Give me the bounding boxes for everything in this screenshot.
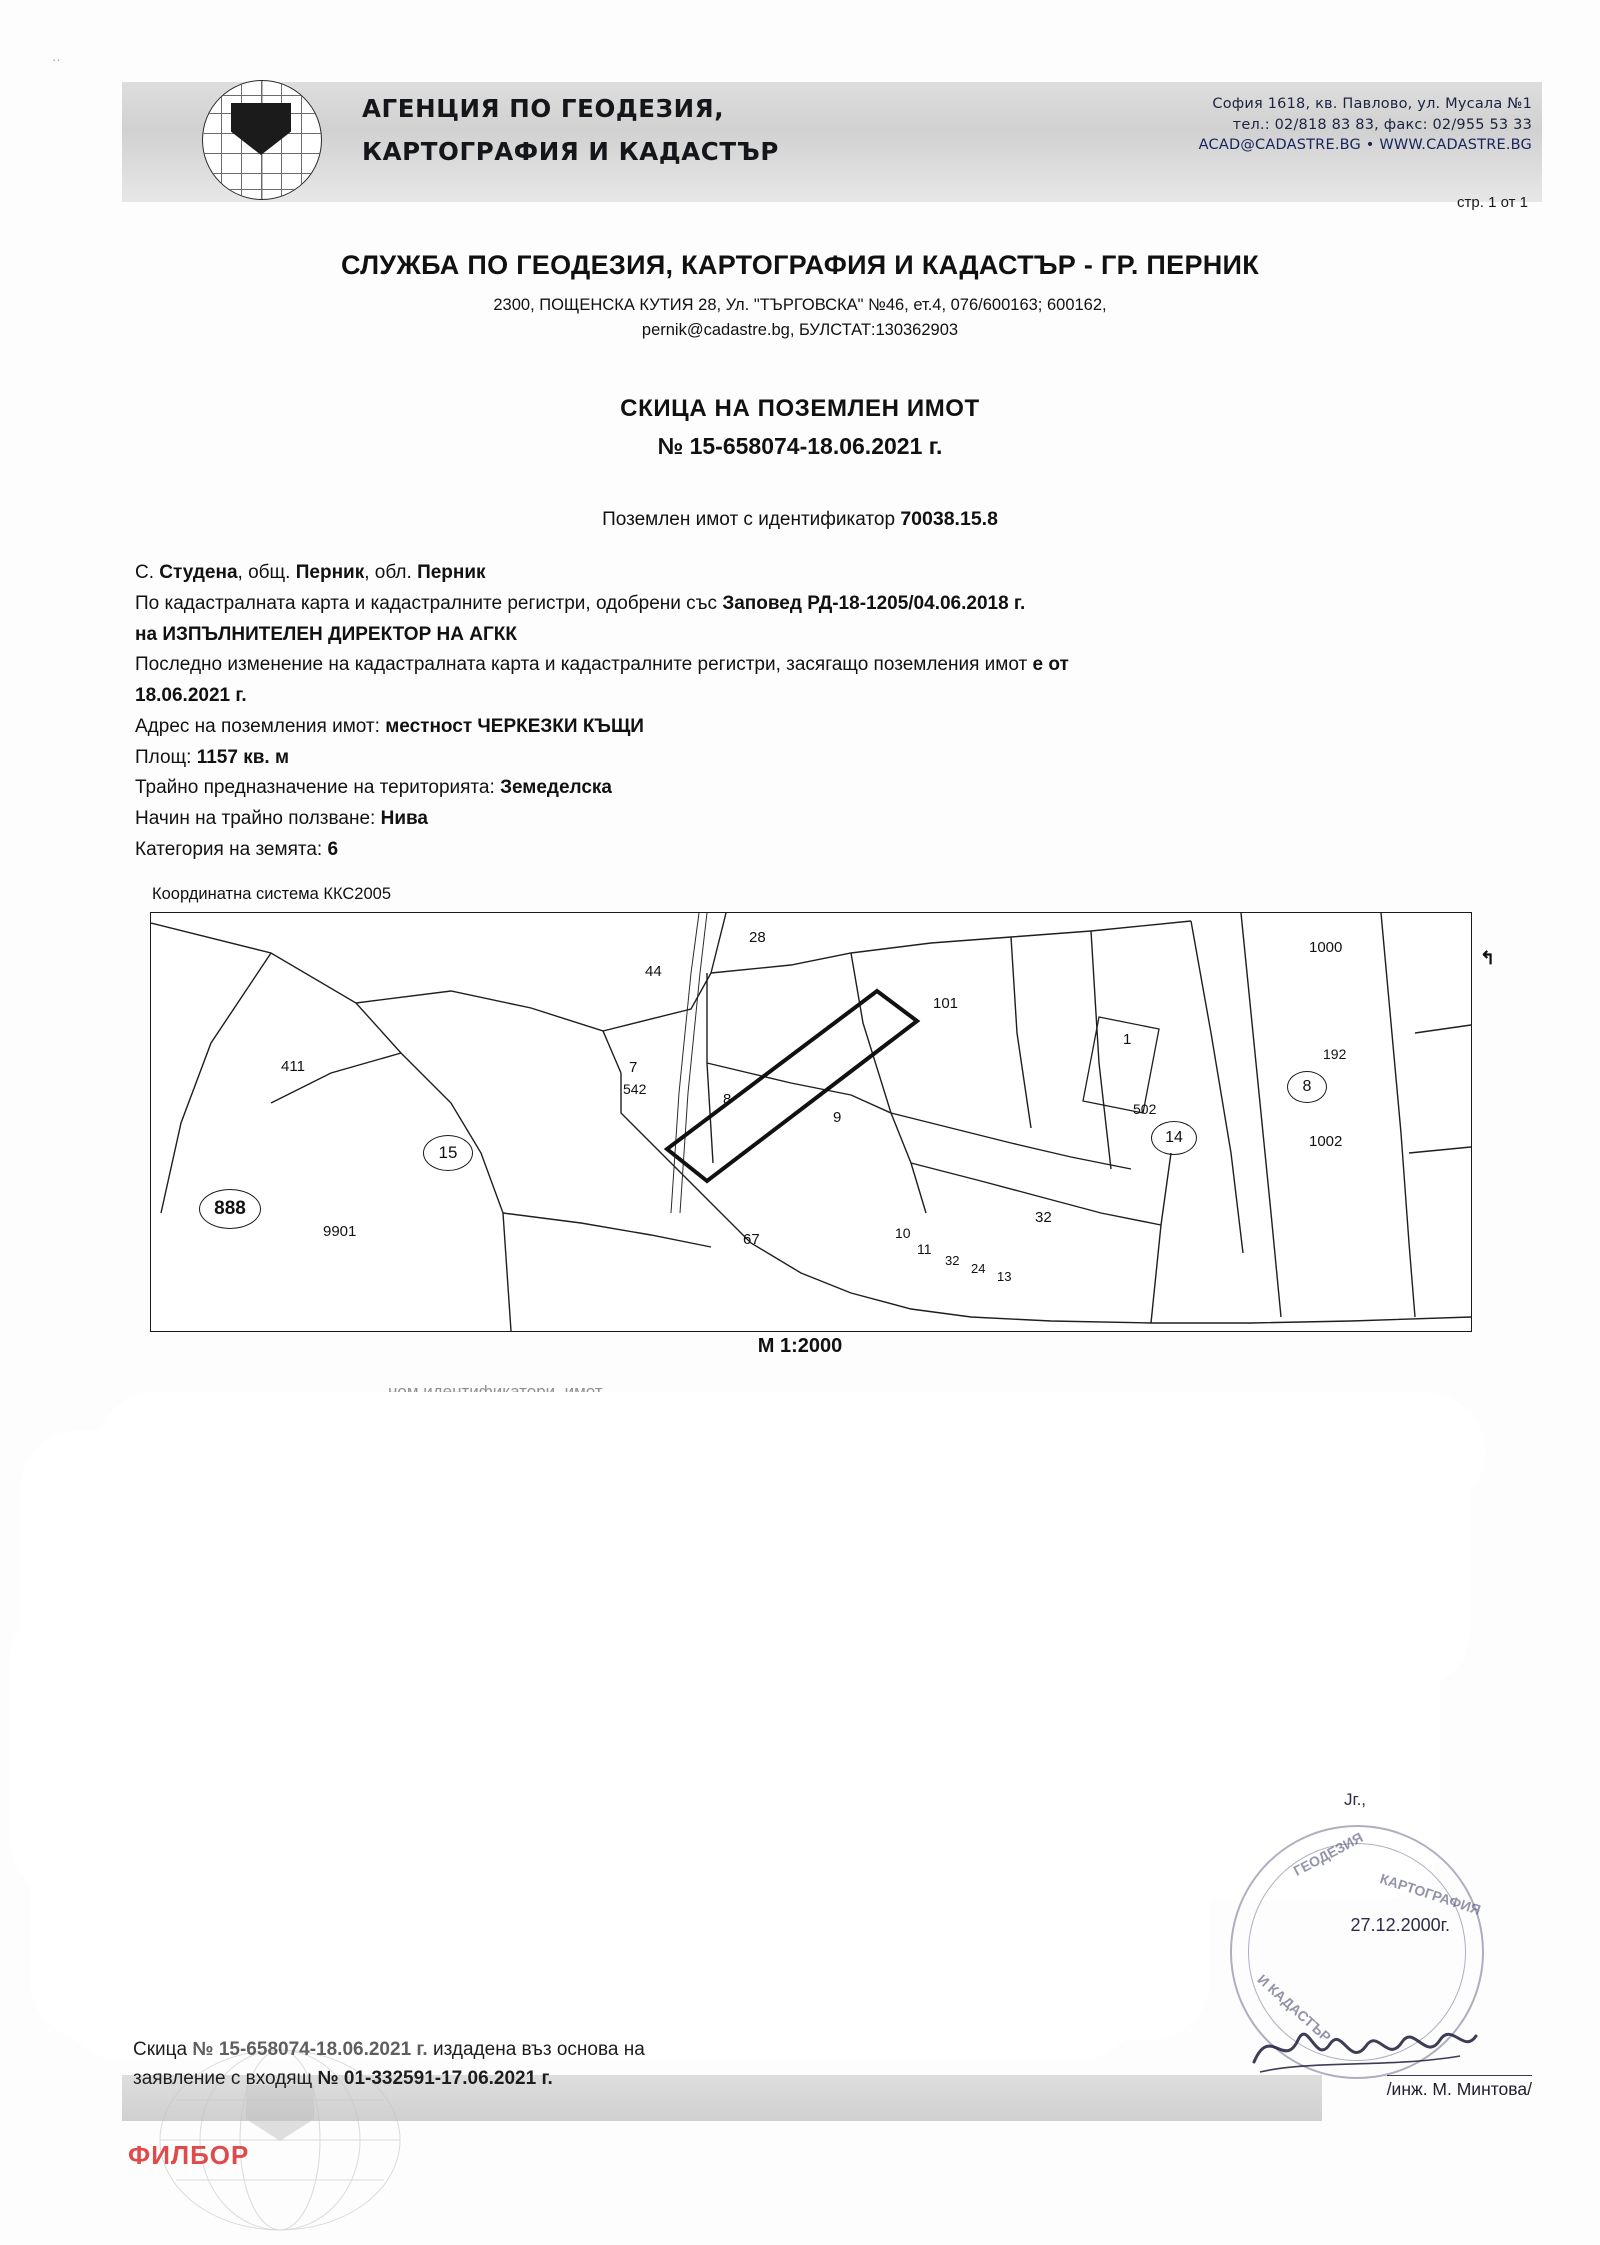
coordinate-system-label: Координатна система ККС2005: [152, 885, 391, 903]
map-label-10: 10: [895, 1225, 911, 1241]
agency-contact-block: [1112, 94, 1532, 156]
map-label-44: 44: [645, 963, 662, 980]
map-label-8-inner: 8: [723, 1091, 732, 1108]
approved-by-value: на ИЗПЪЛНИТЕЛЕН ДИРЕКТОР НА АГКК: [135, 623, 517, 645]
north-arrow-icon: ↰: [1480, 948, 1496, 968]
map-label-1: 1: [1123, 1031, 1132, 1048]
usage-label: Начин на трайно ползване:: [135, 808, 376, 830]
map-label-411: 411: [281, 1058, 305, 1075]
purpose-label: Трайно предназначение на територията:: [135, 777, 495, 799]
district-name: Перник: [417, 562, 486, 583]
document-number: № 15-658074-18.06.2021 г.: [657, 433, 943, 459]
map-label-14: 14: [1151, 1121, 1197, 1155]
map-label-13: 13: [997, 1269, 1012, 1284]
agency-globe-logo: [202, 80, 322, 200]
agency-title-line1: АГЕНЦИЯ ПО ГЕОДЕЗИЯ,: [362, 94, 725, 123]
document-header: [122, 72, 1542, 211]
cadastral-map[interactable]: [150, 912, 1472, 1332]
stamp-word-3: И КАДАСТЪР: [1254, 1971, 1335, 2045]
page-title: СКИЦА НА ПОЗЕМЛЕН ИМОТ: [620, 395, 980, 422]
map-label-1000: 1000: [1309, 939, 1343, 956]
address-value: местност ЧЕРКЕЗКИ КЪЩИ: [385, 715, 644, 737]
detail-approved-by: [135, 620, 1475, 651]
issue-sketch-number: № 15-658074-18.06.2021 г.: [192, 2039, 428, 2060]
office-address-line2: pernik@cadastre.bg, БУЛСТАТ:130362903: [641, 320, 959, 339]
map-label-9901: 9901: [323, 1223, 357, 1240]
handwritten-signature: [1250, 2010, 1480, 2080]
detail-map-approval: [135, 589, 1475, 620]
detail-last-change-date: [135, 681, 1475, 712]
stamp-date: 27.12.2000г.: [1350, 1915, 1450, 1935]
usage-value: Нива: [380, 808, 428, 830]
stamp-word-1: ГЕОДЕЗИЯ: [1290, 1829, 1366, 1879]
agency-title: [362, 94, 779, 166]
district-label: , обл.: [364, 562, 412, 583]
map-label-8-circled: 8: [1287, 1071, 1327, 1103]
contact-email-web: ACAD@CADASTRE.BG • WWW.CADASTRE.BG: [1198, 137, 1532, 154]
map-label-15: 15: [423, 1135, 473, 1171]
municipality-name: Перник: [295, 562, 365, 583]
map-label-28: 28: [749, 929, 766, 946]
map-label-192: 192: [1323, 1046, 1347, 1062]
agency-title-line2: КАРТОГРАФИЯ И КАДАСТЪР: [362, 137, 779, 166]
area-label: Площ:: [135, 746, 192, 768]
area-value: 1157 кв. м: [196, 746, 290, 768]
issue-basis-line2: [133, 2064, 645, 2093]
map-approved-order: Заповед РД-18-1205/04.06.2018 г.: [722, 592, 1026, 614]
office-name: СЛУЖБА ПО ГЕОДЕЗИЯ, КАРТОГРАФИЯ И КАДАСТЪР - ГР. ПЕРНИК: [340, 250, 1260, 280]
contact-address: София 1618, кв. Павлово, ул. Мусала №1: [1212, 96, 1532, 112]
identifier-value: 70038.15.8: [900, 508, 998, 530]
cadastral-map-svg: [151, 913, 1471, 1331]
map-label-9: 9: [833, 1109, 842, 1126]
purpose-value: Земеделска: [500, 777, 612, 799]
map-scale-label: М 1:2000: [757, 1335, 843, 1357]
signer-role-fragment: Jг.,: [1343, 1790, 1367, 1809]
issue-basis-line1: [133, 2035, 645, 2064]
map-label-502: 502: [1133, 1101, 1157, 1117]
scan-corner-mark: ··: [52, 52, 61, 67]
detail-location: [135, 558, 1475, 589]
map-label-32-small: 32: [945, 1253, 960, 1268]
map-label-67: 67: [743, 1231, 760, 1248]
issue-prefix: Скица: [133, 2039, 188, 2060]
application-number: № 01-332591-17.06.2021 г.: [317, 2068, 553, 2090]
document-title-block: [0, 395, 1600, 460]
stamp-word-2: КАРТОГРАФИЯ: [1378, 1870, 1483, 1918]
page-counter: стр. 1 от 1: [1457, 194, 1528, 211]
category-value: 6: [327, 838, 339, 860]
contact-phone: тел.: 02/818 83 83, факс: 02/955 53 33: [1232, 116, 1532, 133]
detail-category: [135, 835, 1475, 866]
map-label-11: 11: [917, 1241, 932, 1257]
office-address: [0, 293, 1600, 343]
brand-watermark: ФИЛБОР: [128, 2140, 250, 2170]
settlement-name: Студена: [159, 562, 238, 583]
map-approved-label: По кадастралната карта и кадастралните регистри, одобрени със: [135, 592, 718, 614]
map-label-888: 888: [199, 1189, 261, 1229]
map-label-542: 542: [623, 1081, 647, 1097]
last-change-inline: е от: [1032, 654, 1069, 676]
detail-purpose: [135, 773, 1475, 804]
office-block: [0, 250, 1600, 343]
map-label-7: 7: [629, 1059, 638, 1076]
application-prefix: заявление с входящ: [133, 2068, 313, 2090]
detail-usage: [135, 804, 1475, 835]
identifier-label: Поземлен имот с идентификатор: [602, 509, 896, 530]
last-change-label: Последно изменение на кадастралната карта и кадастралните регистри, засягащо поземления имот: [135, 654, 1028, 676]
detail-area: [135, 743, 1475, 774]
category-label: Категория на земята:: [135, 838, 323, 860]
office-address-line1: 2300, ПОЩЕНСКА КУТИЯ 28, Ул. "ТЪРГОВСКА" №46, ет.4, 076/600163; 600162,: [493, 296, 1107, 314]
issue-basis-block: [133, 2035, 645, 2094]
municipality-label: , общ.: [237, 562, 291, 583]
location-prefix: С.: [135, 562, 154, 583]
map-label-32: 32: [1035, 1209, 1052, 1226]
issue-suffix: издадена въз основа на: [432, 2039, 645, 2060]
map-label-1002: 1002: [1309, 1133, 1343, 1150]
parcel-identifier-line: [0, 508, 1600, 531]
last-change-date: 18.06.2021 г.: [135, 685, 247, 707]
detail-last-change: [135, 650, 1475, 681]
address-label: Адрес на поземления имот:: [135, 715, 380, 737]
signer-name: /инж. М. Минтова/: [1387, 2075, 1532, 2100]
map-label-24: 24: [971, 1261, 986, 1276]
detail-address: [135, 712, 1475, 743]
map-label-101: 101: [933, 995, 959, 1012]
parcel-details: [135, 558, 1475, 866]
